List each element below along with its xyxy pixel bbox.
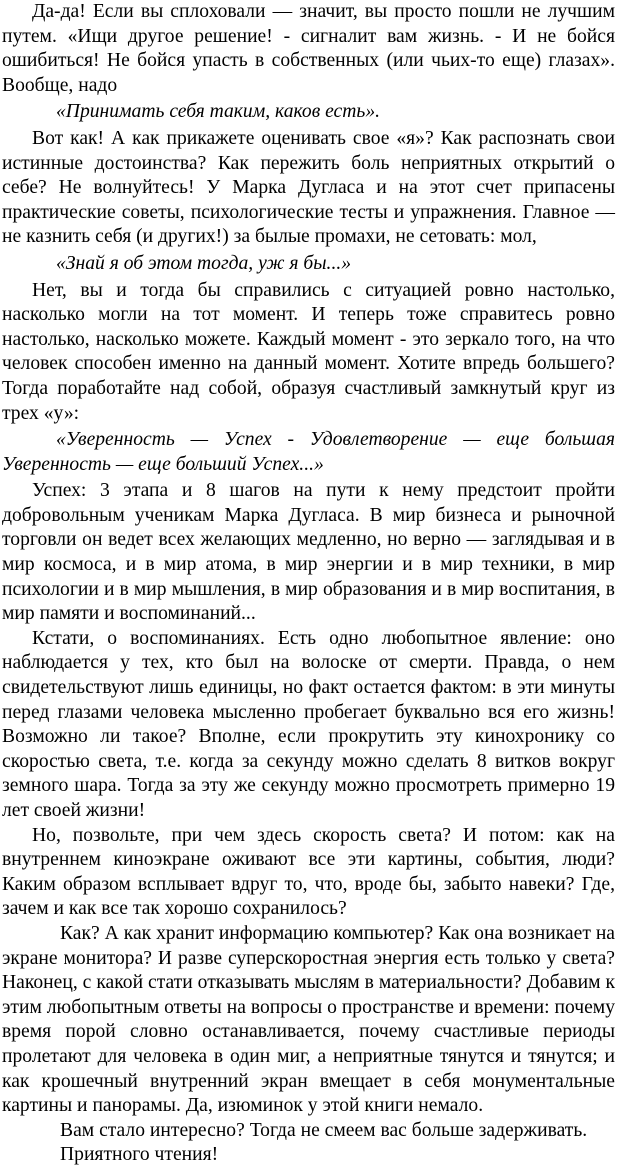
quote-three-u: «Уверенность — Успех - Удовлетворение — еще большая Уверенность — еще больший Успех...» [2,429,615,475]
paragraph-intro: Да-да! Если вы сплоховали — значит, вы просто пошли не лучшим путем. «Ищи другое решение! - сигналит вам жизнь. - И не бойся ошибиться! Не бойся упасть в собственных (или чьих-то еще) глазах». Вообще, надо [2,1,615,96]
paragraph-speed-of-light: Но, позвольте, при чем здесь скорость света? И потом: как на внутреннем киноэкране оживают все эти картины, события, люди? Каким образом всплывает вдруг то, что, вроде бы, забыто навеки? Где, зачем и как все так хорошо сохранилось? [2,824,615,920]
paragraph-success-stages: Успех: 3 этапа и 8 шагов на пути к нему предстоит пройти добровольным ученикам Марка Дугласа. В мир бизнеса и рыночной торговли он ведет всех желающих медленно, но верно — заглядывая и в мир космоса, и в мир атома, в мир энергии и в мир техники, в мир психологии и в мир мышления, в мир образования и в мир воспитания, в мир памяти и воспоминаний... [2,480,615,625]
paragraph-self-assessment: Вот как! А как прикажете оценивать свое «я»? Как распознать свои истинные достоинства? Как пережить боль неприятных открытий о себе? Не волнуйтесь! У Марка Дугласа и на этот счет припасены практические советы, психологические тесты и упражнения. Главное — не казнить себя (и других!) за былые промахи, не сетовать: мол, [2,127,615,248]
quote-accept-yourself: «Принимать себя таким, каков есть». [56,101,381,123]
paragraph-computer: Как? А как хранит информацию компьютер? Как она возникает на экране монитора? И разве суперскоростная энергия есть только у света? Наконец, с какой стати отказывать мыслям в материальности? Добавим к этим любопытным ответы на вопросы о пространстве и времени: почему время порой словно останавливается, почему счастливые периоды пролетают для человека в один миг, а неприятные тянутся и тянутся; и как крошечный внутренний экран вмещает в себя монументальные картины и панорамы. Да, изюминок у этой книги немало. [2,922,615,1117]
quote-if-i-knew: «Знай я об этом тогда, уж я бы...» [56,252,352,274]
paragraph-invitation: Вам стало интересно? Тогда не смеем вас больше задерживать. [60,1119,588,1141]
paragraph-memories: Кстати, о воспоминаниях. Есть одно любопытное явление: оно наблюдается у тех, кто был на волоске от смерти. Правда, о нем свидетельствуют лишь единицы, но факт остается фактом: в эти минуты перед глазами человека мысленно пробегает буквально вся его жизнь! Возможно ли такое? Вполне, если прокрутить эту кинохронику со скоростью света, т.е. когда за секунду можно сделать 8 витков вокруг земного шара. Тогда за эту же секунду можно просмотреть примерно 19 лет своей жизни! [2,627,615,821]
paragraph-enjoy-reading: Приятного чтения! [60,1144,219,1166]
paragraph-moment-mirror: Нет, вы и тогда бы справились с ситуацией ровно настолько, насколько могли на тот момент. И теперь тоже справитесь ровно настолько, насколько можете. Каждый момент - это зеркало того, на что человек способен именно на данный момент. Хотите впредь большего? Тогда поработайте над собой, образуя счастливый замкнутый круг из трех «у»: [2,279,615,424]
